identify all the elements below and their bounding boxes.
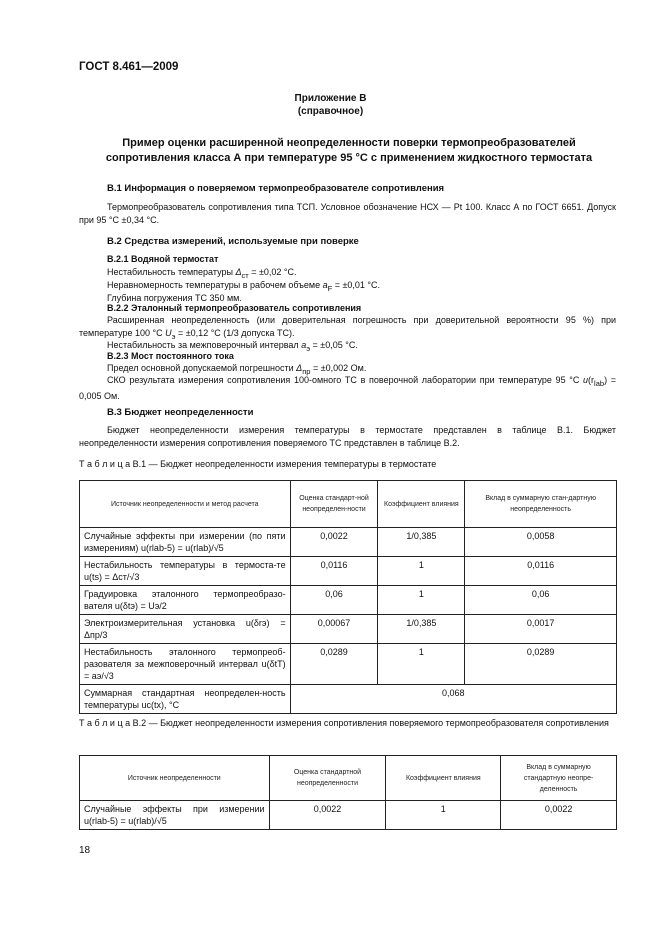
- row-source: Случайные эффекты при измерении u(rlab-5) = u(rlab)/√5: [80, 801, 270, 830]
- row-estimate: 0,0289: [290, 644, 378, 685]
- title-line-1: Пример оценки расширенной неопределенности поверки термопреобразователей: [122, 137, 576, 149]
- thermostat-nonuniformity: Неравномерность температуры в рабочем объеме $a_F = \pm 0,01$ °С.: [107, 280, 381, 293]
- thermostat-instability: Нестабильность температуры $\Delta_{ст} = \pm 0,02$ °С.: [107, 267, 297, 280]
- row-coef: 1/0,385: [378, 528, 465, 557]
- row-estimate: 0,0022: [290, 528, 378, 557]
- table1-header-source: Источник неопределенности и метод расчета: [80, 481, 291, 528]
- section-b1-heading: В.1 Информация о поверяемом термопреобразователе сопротивления: [107, 183, 445, 194]
- row-coef: 1/0,385: [378, 615, 465, 644]
- row-contrib: 0,0289: [465, 644, 617, 685]
- total-value: 0,068: [290, 685, 616, 714]
- row-contrib: 0,0058: [465, 528, 617, 557]
- reference-uncertainty: Расширенная неопределенность (или доверительная погрешность при доверительной вероятности 95 %) при температуре 100 °С $U_э = \pm 0,12$ °С (1/3 допуска ТС).: [79, 315, 616, 341]
- bridge-sko: СКО результата измерения сопротивления 100-омного ТС в поверочной лаборатории при температуре 95 °С $u(r_{lab}) = 0,005$ Ом.: [79, 375, 616, 401]
- row-source: Нестабильность эталонного термопреоб-разователя за межповерочный интервал u(δtT) = aэ/√3: [80, 644, 291, 685]
- section-b2-heading: В.2 Средства измерений, используемые при поверке: [107, 236, 359, 247]
- page-title: [80, 136, 618, 166]
- section-b3-text: Бюджет неопределенности измерения температуры в термостате представлен в таблице В.1. Бюджет неопределенности измерения сопротивления поверяемого ТС представлен в таблице В.2.: [79, 425, 616, 448]
- table2-header-coef: Коэффициент влияния: [386, 756, 501, 801]
- table2-header-contrib: Вклад в суммарную стандартную неопре-деленность: [501, 756, 617, 801]
- row-coef: 1: [378, 586, 465, 615]
- row-source: Градуировка эталонного термопреобразо-вателя u(δtэ) = Uэ/2: [80, 586, 291, 615]
- immersion-depth: Глубина погружения ТС 350 мм.: [107, 293, 242, 303]
- row-estimate: 0,0022: [269, 801, 386, 830]
- section-b1-text: Термопреобразователь сопротивления типа ТСП. Условное обозначение НСХ — Pt 100. Класс А по ГОСТ 6651. Допуск при 95 °С ±0,34 °С.: [79, 202, 616, 225]
- row-contrib: 0,06: [465, 586, 617, 615]
- total-label: Суммарная стандартная неопределен-ность температуры uc(tx), °С: [80, 685, 291, 714]
- subsection-b23-heading: В.2.3 Мост постоянного тока: [107, 351, 234, 361]
- table-row: [80, 528, 617, 557]
- table2-header-estimate: Оценка стандартной неопределенности: [269, 756, 386, 801]
- section-b3-heading: В.3 Бюджет неопределенности: [107, 407, 254, 418]
- table1-header-contrib: Вклад в суммарную стан-дартную неопределенность: [465, 481, 617, 528]
- appendix-label: Приложение В: [294, 93, 367, 104]
- table2-caption: Т а б л и ц а В.2 — Бюджет неопределенности измерения сопротивления поверяемого термопреобразователя сопротивления: [79, 718, 609, 728]
- row-estimate: 0,06: [290, 586, 378, 615]
- table-row: [80, 801, 617, 830]
- reference-instability: Нестабильность за межповерочный интервал $a_э = \pm 0,05$ °С.: [107, 340, 358, 353]
- bridge-error-limit: Предел основной допускаемой погрешности $\Delta_{пр} = \pm 0,002$ Ом.: [107, 363, 367, 376]
- row-contrib: 0,0022: [501, 801, 617, 830]
- row-estimate: 0,00067: [290, 615, 378, 644]
- appendix-note: (справочное): [297, 106, 364, 117]
- table-b2: [79, 755, 617, 830]
- row-contrib: 0,0017: [465, 615, 617, 644]
- row-coef: 1: [378, 644, 465, 685]
- row-coef: 1: [386, 801, 501, 830]
- title-line-2: сопротивления класса А при температуре 95 °С с применением жидкостного термостата: [105, 152, 593, 164]
- table2-header-source: Источник неопределенности: [80, 756, 270, 801]
- subsection-b22-heading: В.2.2 Эталонный термопреобразователь сопротивления: [107, 303, 362, 313]
- row-estimate: 0,0116: [290, 557, 378, 586]
- table1-header-estimate: Оценка стандарт-ной неопределен-ности: [290, 481, 378, 528]
- table-b1: [79, 480, 617, 714]
- row-source: Нестабильность температуры в термоста-те u(ts) = Δст/√3: [80, 557, 291, 586]
- page-number: 18: [79, 845, 91, 856]
- row-source: Случайные эффекты при измерении (по пяти измерениям) u(rlab-5) = u(rlab)/√5: [80, 528, 291, 557]
- table1-header-coef: Коэффициент влияния: [378, 481, 465, 528]
- row-coef: 1: [378, 557, 465, 586]
- table-total-row: [80, 685, 617, 714]
- subsection-b21-heading: В.2.1 Водяной термостат: [107, 254, 219, 264]
- table1-caption: Т а б л и ц а В.1 — Бюджет неопределенности измерения температуры в термостате: [79, 459, 437, 469]
- table-row: [80, 586, 617, 615]
- table-row: [80, 615, 617, 644]
- row-source: Электроизмерительная установка u(δrэ) = Δпр/3: [80, 615, 291, 644]
- document-header: ГОСТ 8.461—2009: [79, 61, 179, 73]
- table-row: [80, 557, 617, 586]
- row-contrib: 0,0116: [465, 557, 617, 586]
- table-row: [80, 644, 617, 685]
